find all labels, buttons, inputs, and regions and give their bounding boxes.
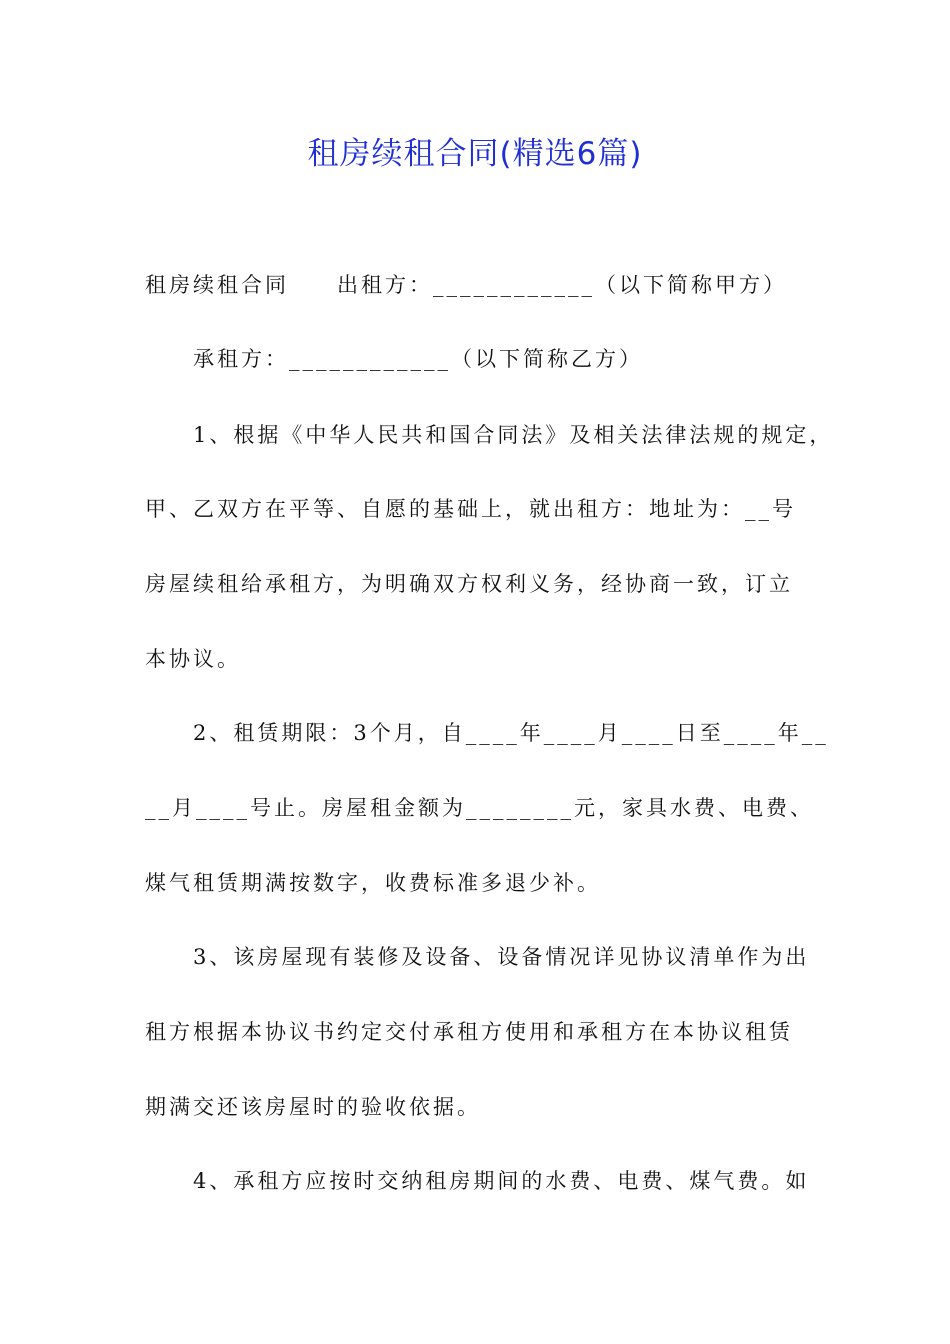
clause-1-line-1: 1、根据《中华人民共和国合同法》及相关法律法规的规定， <box>145 423 834 447</box>
clause-1-line-2: 甲、乙双方在平等、自愿的基础上，就出租方：地址为：__号 <box>145 497 796 521</box>
contract-line-lessee: 承租方：____________（以下简称乙方） <box>145 347 643 371</box>
clause-3-line-3: 期满交还该房屋时的验收依据。 <box>145 1095 481 1119</box>
clause-3-line-2: 租方根据本协议书约定交付承租方使用和承租方在本协议租赁 <box>145 1020 793 1044</box>
clause-2-line-1: 2、租赁期限：3个月，自____年____月____日至____年__ <box>145 721 829 745</box>
clause-1-line-3: 房屋续租给承租方，为明确双方权利义务，经协商一致，订立 <box>145 572 793 596</box>
contract-line-lessor: 租房续租合同 出租方：____________（以下简称甲方） <box>145 273 787 297</box>
clause-1-line-4: 本协议。 <box>145 647 241 671</box>
clause-3-line-1: 3、该房屋现有装修及设备、设备情况详见协议清单作为出 <box>145 945 810 969</box>
document-title: 租房续租合同(精选6篇) <box>307 136 643 172</box>
clause-2-line-3: 煤气租赁期满按数字，收费标准多退少补。 <box>145 871 601 895</box>
clause-4-line-1: 4、承租方应按时交纳租房期间的水费、电费、煤气费。如 <box>145 1169 810 1193</box>
clause-2-line-2: __月____号止。房屋租金额为________元，家具水费、电费、 <box>145 796 814 820</box>
